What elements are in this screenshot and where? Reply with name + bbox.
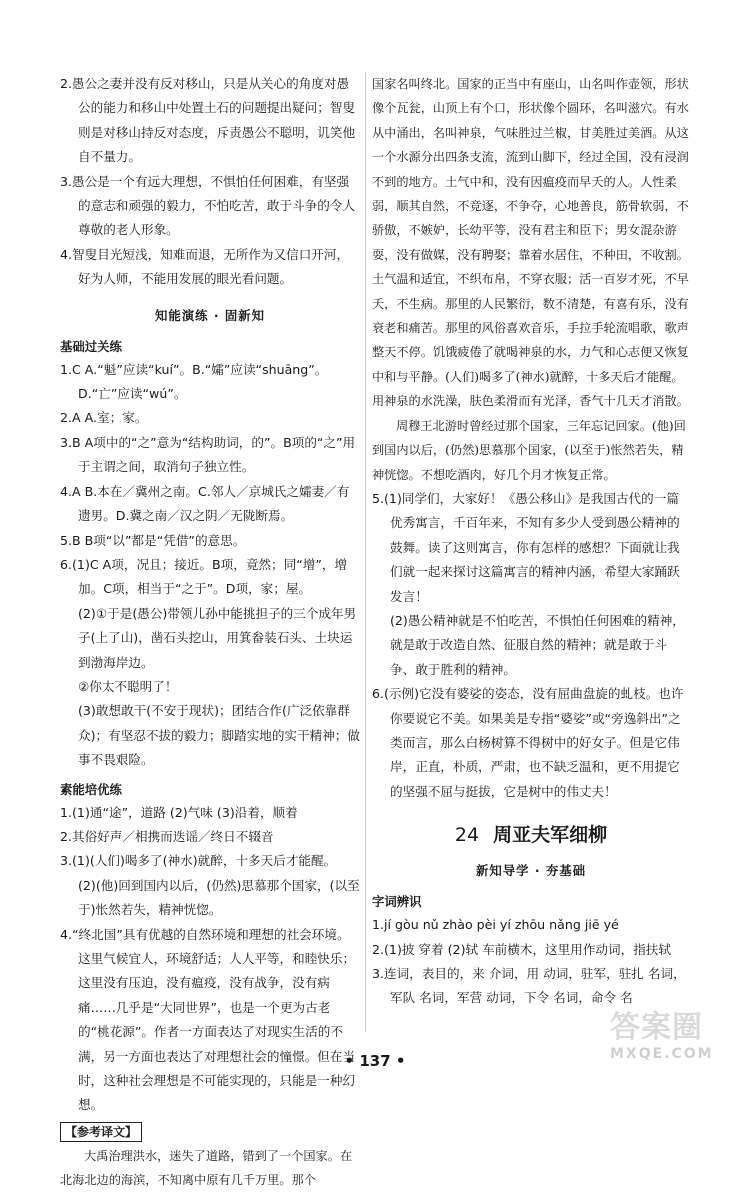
- subsection-title: 字词辨识: [372, 894, 422, 910]
- answer-item: 1.(1)通“途”，道路 (2)气味 (3)沿着，顺着: [60, 804, 298, 820]
- answer-item: 3.愚公是一个有远大理想，不惧怕任何困难，有坚强的意志和顽强的毅力，不怕吃苦，敢于斗争的令人尊敬的老人形象。: [60, 173, 356, 238]
- answer-item: 5.B B项“以”都是“凭借”的意思。: [60, 532, 246, 548]
- watermark-url: MXQE.COM: [610, 1046, 714, 1062]
- answer-item: (2)愚公精神就是不怕吃苦，不惧怕任何困难的精神，就是敢于改造自然、征服自然的精神；就是敢于斗争、敢于胜利的精神。: [390, 612, 685, 677]
- answer-item: 4.“终北国”具有优越的自然环境和理想的社会环境。这里气候宜人，环境舒适；人人平等，和睦快乐；这里没有压迫，没有瘟疫，没有战争，没有病痛……几乎是“大同世界”，也是一个更为古老的“桃花源”。作者一方面表达了对现实生活的不满，另一方面也表达了对理想社会的憧憬。但在当时，这种社会理想是不可能实现的，只能是一种幻想。: [60, 926, 356, 1113]
- reference-translation-title: 【参考译文】: [60, 1122, 142, 1142]
- lesson-heading: [372, 820, 690, 847]
- answer-item: 4.A B.本在／冀州之南。C.邻人／京城氏之孀妻／有遗男。D.冀之南／汉之阴／无陇断焉。: [60, 483, 350, 524]
- answer-item: 2.其俗好声／相携而迭谣／终日不辍音: [60, 828, 274, 844]
- reference-translation-text: 周穆王北游时曾经过那个国家，三年忘记回家。(他)回到国内以后，(仍然)思慕那个国家，(以至于)怅然若失，精神恍惚。不想吃酒肉，好几个月才恢复正常。: [372, 418, 686, 482]
- pinyin-answer: 1.jí gòu nǔ zhào pèi yí zhōu nǎng jiē yé: [372, 917, 619, 933]
- answer-item: 6.(1)C A项，况且；接近。B项，竟然；同“增”，增加。C项，相当于“之于”。D项，家；屋。: [60, 556, 348, 597]
- answer-item: (2)①于是(愚公)带领儿孙中能挑担子的三个成年男子(上了山)，凿石头挖山，用箕畚装石头、土块运到渤海岸边。: [78, 605, 357, 670]
- answer-item: 6.(示例)它没有婆娑的姿态，没有屈曲盘旋的虬枝。也许你要说它不美。如果美是专指“婆娑”或“旁逸斜出”之类而言，那么白杨树算不得树中的好女子。但是它伟岸，正直，朴质，严肃，也不缺乏温和，更不用提它的坚强不屈与挺拔，它是树中的伟丈夫！: [372, 686, 684, 799]
- page-number: • 137 •: [344, 1052, 406, 1070]
- right-column: [372, 72, 690, 1011]
- answer-item: ②你太不聪明了！: [78, 678, 178, 694]
- answer-item: 4.智叟目光短浅，知难而退，无所作为又信口开河，好为人师，不能用发展的眼光看问题。: [60, 246, 350, 287]
- answer-item: 1.C A.“魁”应读“kuí”。B.“孀”应读“shuāng”。D.“亡”应读“wú”。: [60, 361, 328, 402]
- lesson-title: 周亚夫军细柳: [493, 824, 608, 847]
- section-title: 新知导学 · 夯基础: [475, 863, 587, 879]
- answer-item: 2.愚公之妻并没有反对移山，只是从关心的角度对愚公的能力和移山中处置土石的问题提出疑问；智叟则是对移山持反对态度，斥责愚公不聪明，讥笑他自不量力。: [60, 76, 356, 165]
- watermark: [610, 1012, 740, 1074]
- answer-item: 5.(1)同学们，大家好！《愚公移山》是我国古代的一篇优秀寓言，千百年来，不知有多少人受到愚公精神的鼓舞。读了这则寓言，你有怎样的感想？下面就让我们就一起来探讨这篇寓言的精神内涵，希望大家踊跃发言！: [372, 490, 680, 604]
- answer-item: (3)敢想敢干(不安于现状)；团结合作(广泛依靠群众)；有坚忍不拔的毅力；脚踏实地的实干精神；做事不畏艰险。: [78, 703, 360, 768]
- left-column: [60, 72, 360, 1193]
- subsection-title: 素能培优练: [60, 781, 122, 797]
- answer-item: (2)(他)回到国内以后，(仍然)思慕那个国家，(以至于)怅然若失，精神恍惚。: [78, 877, 360, 918]
- answer-item: 3.连词，表目的，来 介词，用 动词，驻军，驻扎 名词，军队 名词，军营 动词，下令 名词，命令 名: [372, 966, 686, 1006]
- watermark-logo: 答案圈: [610, 1010, 703, 1045]
- reference-translation-text: 国家名叫终北。国家的正当中有座山，山名叫作壶领，形状像个瓦瓮，山顶上有个口，形状像个圆环，名叫滋穴。有水从中涌出，名叫神泉，气味胜过兰椒，甘美胜过美酒。从这一个水源分出四条支流，流到山脚下，经过全国，没有浸润不到的地方。土气中和，没有因瘟疫而早夭的人。人性柔弱，顺其自然，不竞逐，不争夺，心地善良，筋骨软弱，不骄傲，不嫉妒，长幼平等，没有君主和臣下；男女混杂游耍，没有做媒，没有聘娶；靠着水居住，不种田，不收割。土气温和适宜，不织布帛，不穿衣服；活一百岁才死，不早夭，不生病。那里的人民繁衍，数不清楚，有喜有乐，没有衰老和痛苦。那里的风俗喜欢音乐，手拉手轮流唱歌，歌声整天不停。饥饿疲倦了就喝神泉的水，力气和心志便又恢复中和与平静。(人们)喝多了(神水)就醉，十多天后才能醒。用神泉的水洗澡，肤色柔滑而有光泽，香气十几天才消散。: [372, 77, 689, 409]
- answer-item: 2.A A.室；家。: [60, 410, 148, 426]
- reference-translation-text: 大禹治理洪水，迷失了道路，错到了一个国家。在北海北边的海滨，不知离中原有几千万里。那个: [60, 1148, 353, 1188]
- answer-item: 3.(1)(人们)喝多了(神水)就醉，十多天后才能醒。: [60, 853, 337, 869]
- subsection-title: 基础过关练: [60, 338, 122, 354]
- answer-item: 3.B A项中的“之”意为“结构助词，的”。B项的“之”用于主谓之间，取消句子独立性。: [60, 434, 356, 475]
- section-title: 知能演练 · 固新知: [154, 307, 266, 323]
- column-divider: [365, 72, 366, 1032]
- answer-item: 2.(1)披 穿着 (2)轼 车前横木，这里用作动词，指扶轼: [372, 941, 671, 957]
- lesson-number: 24: [454, 824, 480, 847]
